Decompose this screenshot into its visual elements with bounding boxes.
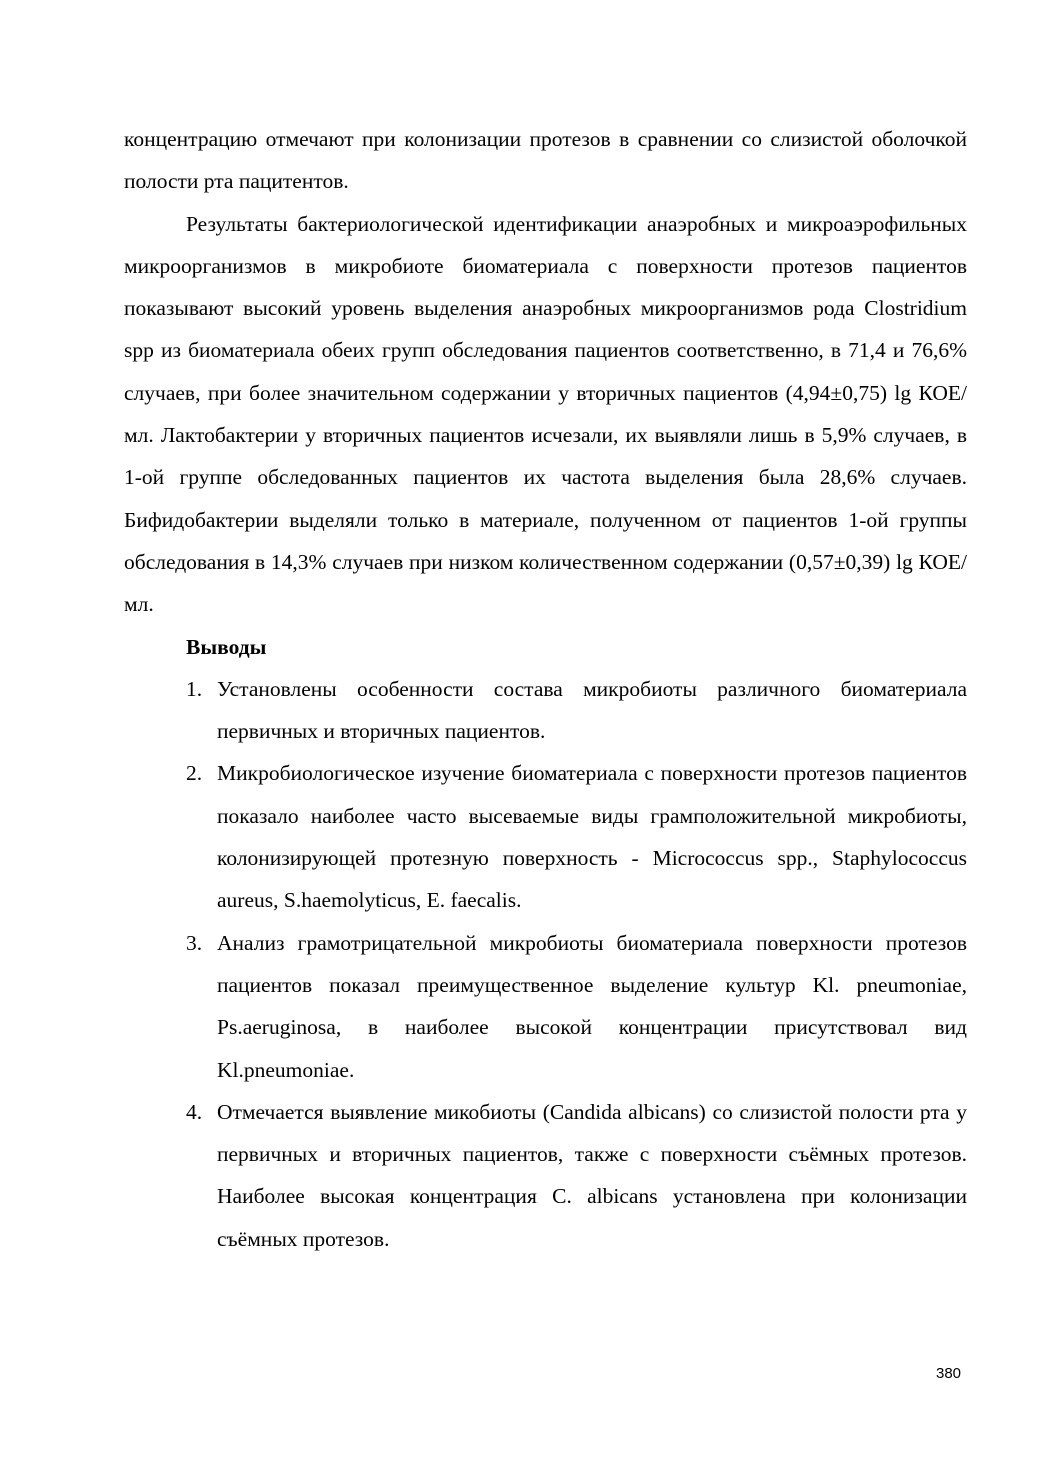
paragraph-results: Результаты бактериологической идентификации анаэробных и микроаэрофильных микроорганизмов в микробиоте биоматериала с поверхности протезов пациентов показывают высокий уровень выделения анаэробных микроорганизмов рода Clostridium spp из биоматериала обеих групп обследования пациентов соответственно, в 71,4 и 76,6% случаев, при более значительном содержании у вторичных пациентов (4,94±0,75) lg КОЕ/мл. Лактобактерии у вторичных пациентов исчезали, их выявляли лишь в 5,9% случаев, в 1-ой группе обследованных пациентов их частота выделения была 28,6% случаев. Бифидобактерии выделяли только в материале, полученном от пациентов 1-ой группы обследования в 14,3% случаев при низком количественном содержании (0,57±0,39) lg КОЕ/мл. [124,211,967,617]
list-item-text: Микробиологическое изучение биоматериала с поверхности протезов пациентов показало наиболее часто высеваемые виды грамположительной микробиоты, колонизирующей протезную поверхность - Micrococcus spp., Staphylococcus aureus, S.haemolyticus, E. faecalis. [217,761,967,913]
page-number: 380 [936,1365,962,1382]
conclusion-item-2 [124,752,967,921]
list-number: 2. [186,761,203,786]
conclusions-heading: Выводы [186,634,267,659]
list-item-text: Анализ грамотрицательной микробиоты биоматериала поверхности протезов пациентов показал преимущественное выделение культур Kl. pneumoniae, Ps.aeruginosa, в наиболее высокой концентрации присутствовал вид Kl.pneumoniae. [217,930,967,1082]
conclusions-list [124,668,967,1260]
list-number: 4. [186,1099,203,1124]
list-item-text: Отмечается выявление микобиоты (Candida albicans) со слизистой полости рта у первичных и вторичных пациентов, также с поверхности съёмных протезов. Наиболее высокая концентрация C. albicans установлена при колонизации съёмных протезов. [217,1099,967,1251]
conclusion-item-3 [124,922,967,1091]
list-number: 1. [186,676,203,701]
list-item-text: Установлены особенности состава микробиоты различного биоматериала первичных и вторичных пациентов. [217,676,967,744]
paragraph-continuation: концентрацию отмечают при колонизации протезов в сравнении со слизистой оболочкой полости рта пацитентов. [124,127,967,194]
conclusion-item-4 [124,1091,967,1260]
page-content [124,118,967,1260]
conclusion-item-1 [124,668,967,753]
list-number: 3. [186,930,203,955]
